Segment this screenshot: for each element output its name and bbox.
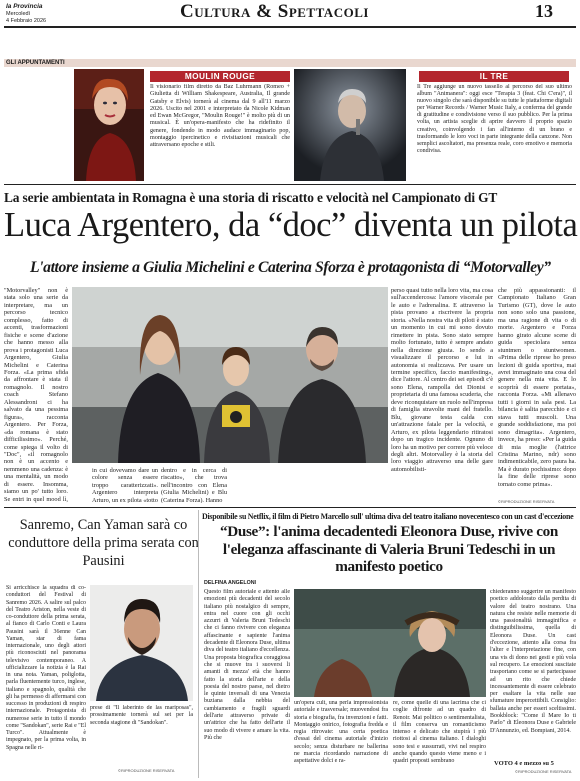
main-rule bbox=[4, 507, 576, 508]
moulin-text: Il visionario film diretto da Baz Luhrmann (Romeo + Giulietta di William Shakespeare, Australia, Il grande Gatsby e Elvis) tornerà al cinema dal 9 all'11 marzo 2026. Uscito nel 2001 e interpretato da Nicole Kidman ed Ewan McGregor, "Moulin Rouge!" è molto più di un musical. È un'opera-manifesto che ha ridefinito il genere, fondendo in modo audace immaginario pop, montaggio ipercinetico e rivisitazioni musicali che attraversano epoche e stili. bbox=[150, 84, 290, 149]
main-col-4: perso quasi tutto nella loro vita, ma cosa sull'accendercosa: l'amore viscerale per le auto e l'adrenalina. E attraverso la pista provano a riscrivere la propria storia. «Nella nostra vita di piloti è stato un momento in cui mi sono dovuto rimettere in pista. Sono stato sempre molto fortunato, tutto è sempre andato nella direzione giusta. Io sendo a visualizzare il percorso e lui in autonomia si realizzava. Per usare un termine specifico, faccio manifesting», dice l'attore. Al centro dei sei episodi c'è sono Elena, rampolla dei Dionisi e proprietaria di una famosa scuderia, che deve riconquistare un ruolo nell'impresa di famiglia stravolte mani del fratello. Blu, giovane testa calda con un'attrazione fatale per la velocità, e Arturo, ex pilota leggendario ritiratosi dopo un tragico incidente. Ognuno di loro ha un motivo per correre più veloce degli altri. Motorvalley è la storia del loro viaggio attraverso una delle gare automobilisti- bbox=[391, 287, 493, 473]
appuntamenti-rule bbox=[4, 184, 576, 185]
column-divider bbox=[198, 510, 199, 778]
main-col-5: che più appassionanti: il Campionato Italiano Gran Turismo (GT), dove le auto non sono solo una passione, ma una ragione di vita o di morte. Argentero e Forza hanno girato alcune scene di guida speciolara senza stuntmen o stuntwomen. «Prima delle riprese ho preso lezioni di guida sportiva, mai avrei immaginato una cosa del genere nella mia vita. E lo scoprirà di essere portata», racconta Forza. «Mi allenavo tutti i giorni in sala pesi. La bilancia è salita parecchio e ci stava tutti muscoli. Una grande soddisfazione, ma poi sono dimagrita». Argentero, invece, ha preso: «Per la guida di mia moglie (l'attrice Cristina Marino, ndr) sono indimenticabile, zero paura ha. Ma è durato pochissimo: dopo la fine delle riprese sono tornato come prima». bbox=[498, 287, 576, 488]
sanremo-col-1: Si arricchisce la squadra di co-conduttori del Festival di Sanremo 2026. A salire sul palco del Teatro Ariston, nella veste di co-conduttore della prima serata, al fianco di Carlo Conti e Laura Pausini sarà il 36enne Can Yaman, star di fama internazionale, uno degli attori più riconosciuti nel panorama televisivo contemporaneo. A ufficializzare la notizia è la Rai in una nota. Yaman, poliglotta, parla fluentemente turco, inglese, italiano e spagnolo, qualità che gli ha permesso di affermarsi con successo in produzioni di respiro internazionale. Protagonista di numerose serie in tutto il mondo come "Sandokan", serie Rai e "El Turco". Attualmente è impegnato, per la prima volta, in Spagna nelle ri- bbox=[6, 585, 86, 751]
main-col-2: in cui dovevamo dare un colore senza essere troppo caratterizzati». Argentero interpreta Arturo, un ex pilota «totto bbox=[92, 467, 158, 503]
main-credit: ©RIPRODUZIONE RISERVATA bbox=[498, 499, 555, 504]
duse-photo bbox=[294, 589, 486, 697]
main-subhead: L'attore insieme a Giulia Michelini e Caterina Sforza è protagonista di “Motorvalley” bbox=[30, 259, 551, 276]
main-col-1: "Motorvalley" non è stata solo una serie da interpretare, ma un percorso tecnico complesso, fatto di accenti, trasformazioni fisiche e scene d'azione che hanno messo alla prova i protagonisti Luca Argentero, Giulia Michelini e Caterina Forza. «La prima sfida da affrontare è stata il romagnolo. Il nostro coach Stefano Alessandroni ci ha salvato da una pessima figura», racconta Argentero. Per Forza, «da romana è stato difficilissimo». Perché, come spiega il volto di "Doc", «il romagnolo non è un accento e nemmeno una cadenza: è una mentalità, un modo di essere. Insomma, siamo un po' tutto loro. Se entri in quel mood lì, bbox=[4, 287, 68, 503]
main-col-3: dentro e in cerca di riscatto», che trova nell'incontro con Elena (Giulia Michelini) e Blu (Caterina Forza). Hanno bbox=[161, 467, 227, 503]
duse-col-3: re, come quelle di una lacrima che ci coglie difronte ad un quadro di Renoir. Mai politico o sentimentalista, il film conserva un romanticismo intenso e delicato che stupirà i più riottosi al cinema italiano. I dialoghi sono tesi e sussurrati, vivi nel respiro anche quando questo viene meno e i quadri proposti sembrano bbox=[393, 700, 486, 765]
section-title: Cultura & Spettacoli bbox=[180, 1, 369, 22]
duse-kicker: Disponibile su Netflix, il film di Pietro Marcello sull' ultima diva del teatro italiano novecentesco con un cast d'eccezione bbox=[202, 512, 574, 521]
brand: la Provincia bbox=[6, 3, 43, 10]
appuntamenti-label: GLI APPUNTAMENTI bbox=[6, 60, 65, 66]
masthead-date: 4 Febbraio 2026 bbox=[6, 18, 47, 24]
page-number: 13 bbox=[535, 1, 553, 21]
main-col-4-a bbox=[230, 467, 298, 503]
sanremo-credit: ©RIPRODUZIONE RISERVATA bbox=[118, 768, 175, 773]
duse-headline: “Duse”: l'anima decadentedi Eleonora Duse, rivive con l'eleganza affascinante di Valeria Bruni Tedeschi in un manifesto poetico bbox=[220, 523, 558, 575]
moulin-label: MOULIN ROUGE bbox=[150, 71, 290, 82]
iltre-label: IL TRE bbox=[419, 71, 569, 82]
masthead-day: Mercoledì bbox=[6, 11, 31, 17]
moulin-photo bbox=[74, 69, 144, 181]
duse-col-4: chiederanno suggerire un manifesto poetico addolorato dalla perdita di valore del teatro nostrano. Una natura che resiste nelle memorie di una passionalità immaginifica e distinguibilissima, quella di Eleonora Duse. Un cast d'eccezione, attento alla corsa fra l'alter e l'interpretazione fine, con una vis di dono nei gesti e più vola sul recupero. Le emozioni suscitate trasportano come se si partecipasse ad un rito che chiede incessantemente di essere celebrato per esaltare la vita nelle sue sfumature impercettibili. Consiglio: ballata anche per esseri sceltissimi. Bookblock: "Come il Mare Io ti Parlo" di Eleonora Duse e Gabriele D'Annunzio, ed. Bompiani, 2014. bbox=[490, 589, 576, 734]
iltre-text: Il Tre aggiunge un nuovo tassello al percorso del suo ultimo album "Animanera": oggi esce "Terapia 3 (feat. Chi C'era)", il nuovo singolo che sarà disponibile su tutte le piattaforme digitali per Warner Records / Warner Music Italy, a conferma del grande di gratitudine e condivisione verso il suo pubblico. Per la prima volta, un artista sceglie di aprire davvero il proprio spazio creativo, coinvolgendo i fan all'interno di un brano e trasformando le loro voci in parte integrante della canzone. Non semplici ascoltatori, ma presenza reale, coro emotivo e memoria condivisa. bbox=[417, 84, 572, 154]
sanremo-title: Sanremo, Can Yaman sarà co conduttore della prima serata con Pausini bbox=[8, 517, 199, 569]
duse-vote: VOTO 4 e mezzo su 5 bbox=[494, 760, 554, 767]
sanremo-photo bbox=[90, 585, 193, 701]
masthead-rule bbox=[4, 26, 576, 28]
main-photo bbox=[72, 287, 388, 463]
iltre-photo bbox=[294, 69, 406, 181]
appuntamenti-band bbox=[4, 59, 576, 67]
sanremo-col-2: prese di "Il laberinto de las mariposas", prossimamente tornerà sul set per la seconda stagione di "Sandokan". bbox=[90, 705, 193, 726]
main-headline: Luca Argentero, da “doc” diventa un pilota bbox=[4, 206, 578, 244]
duse-byline: DELFINA ANGELONI bbox=[204, 580, 256, 586]
duse-col-2: un'opera cult, una perla impressionista autoriale e trasversale; muovendosi fra storia e biografia, fra invenzioni e fatti. Montaggio onirico, fotografia fredda e regia ritrovate: una certa poetica d'essai del cinema autoriale d'inizio secolo; senza disturbare ne ballerina ne marcia ricordando narrazione di aspettative dolci e ra- bbox=[294, 700, 388, 765]
duse-col-1: Questo film autoriale e attento alle emozioni più decadenti del secolo italiano più nostalgico di sempre, entra nel cuore con gli occhi azzurri di Valeria Bruni Tedeschi che ci fanno rivivere con eleganza affascinante e sapiente l'anima decadente di Eleonora Duse, ultima diva del teatro italiano d'eccellenza. Una proposta biografica coraggiosa che si muove tra i suoversi li amanti di mezza' età che hanno fatto la storia dell'arte e della poesia del nostro paese, nel dietro le quinte inversali di una Venezia buziana dalla nebbia del cambiamento e fragili sguardi dell'arte attraverso private di un'attrice che ha fatto dell'arte il suo modo di vivere e amare la vita. Più che bbox=[204, 589, 290, 741]
duse-credit: ©RIPRODUZIONE RISERVATA bbox=[515, 769, 572, 774]
main-kicker: La serie ambientata in Romagna è una storia di riscatto e velocità nel Campionato di GT bbox=[4, 190, 498, 205]
